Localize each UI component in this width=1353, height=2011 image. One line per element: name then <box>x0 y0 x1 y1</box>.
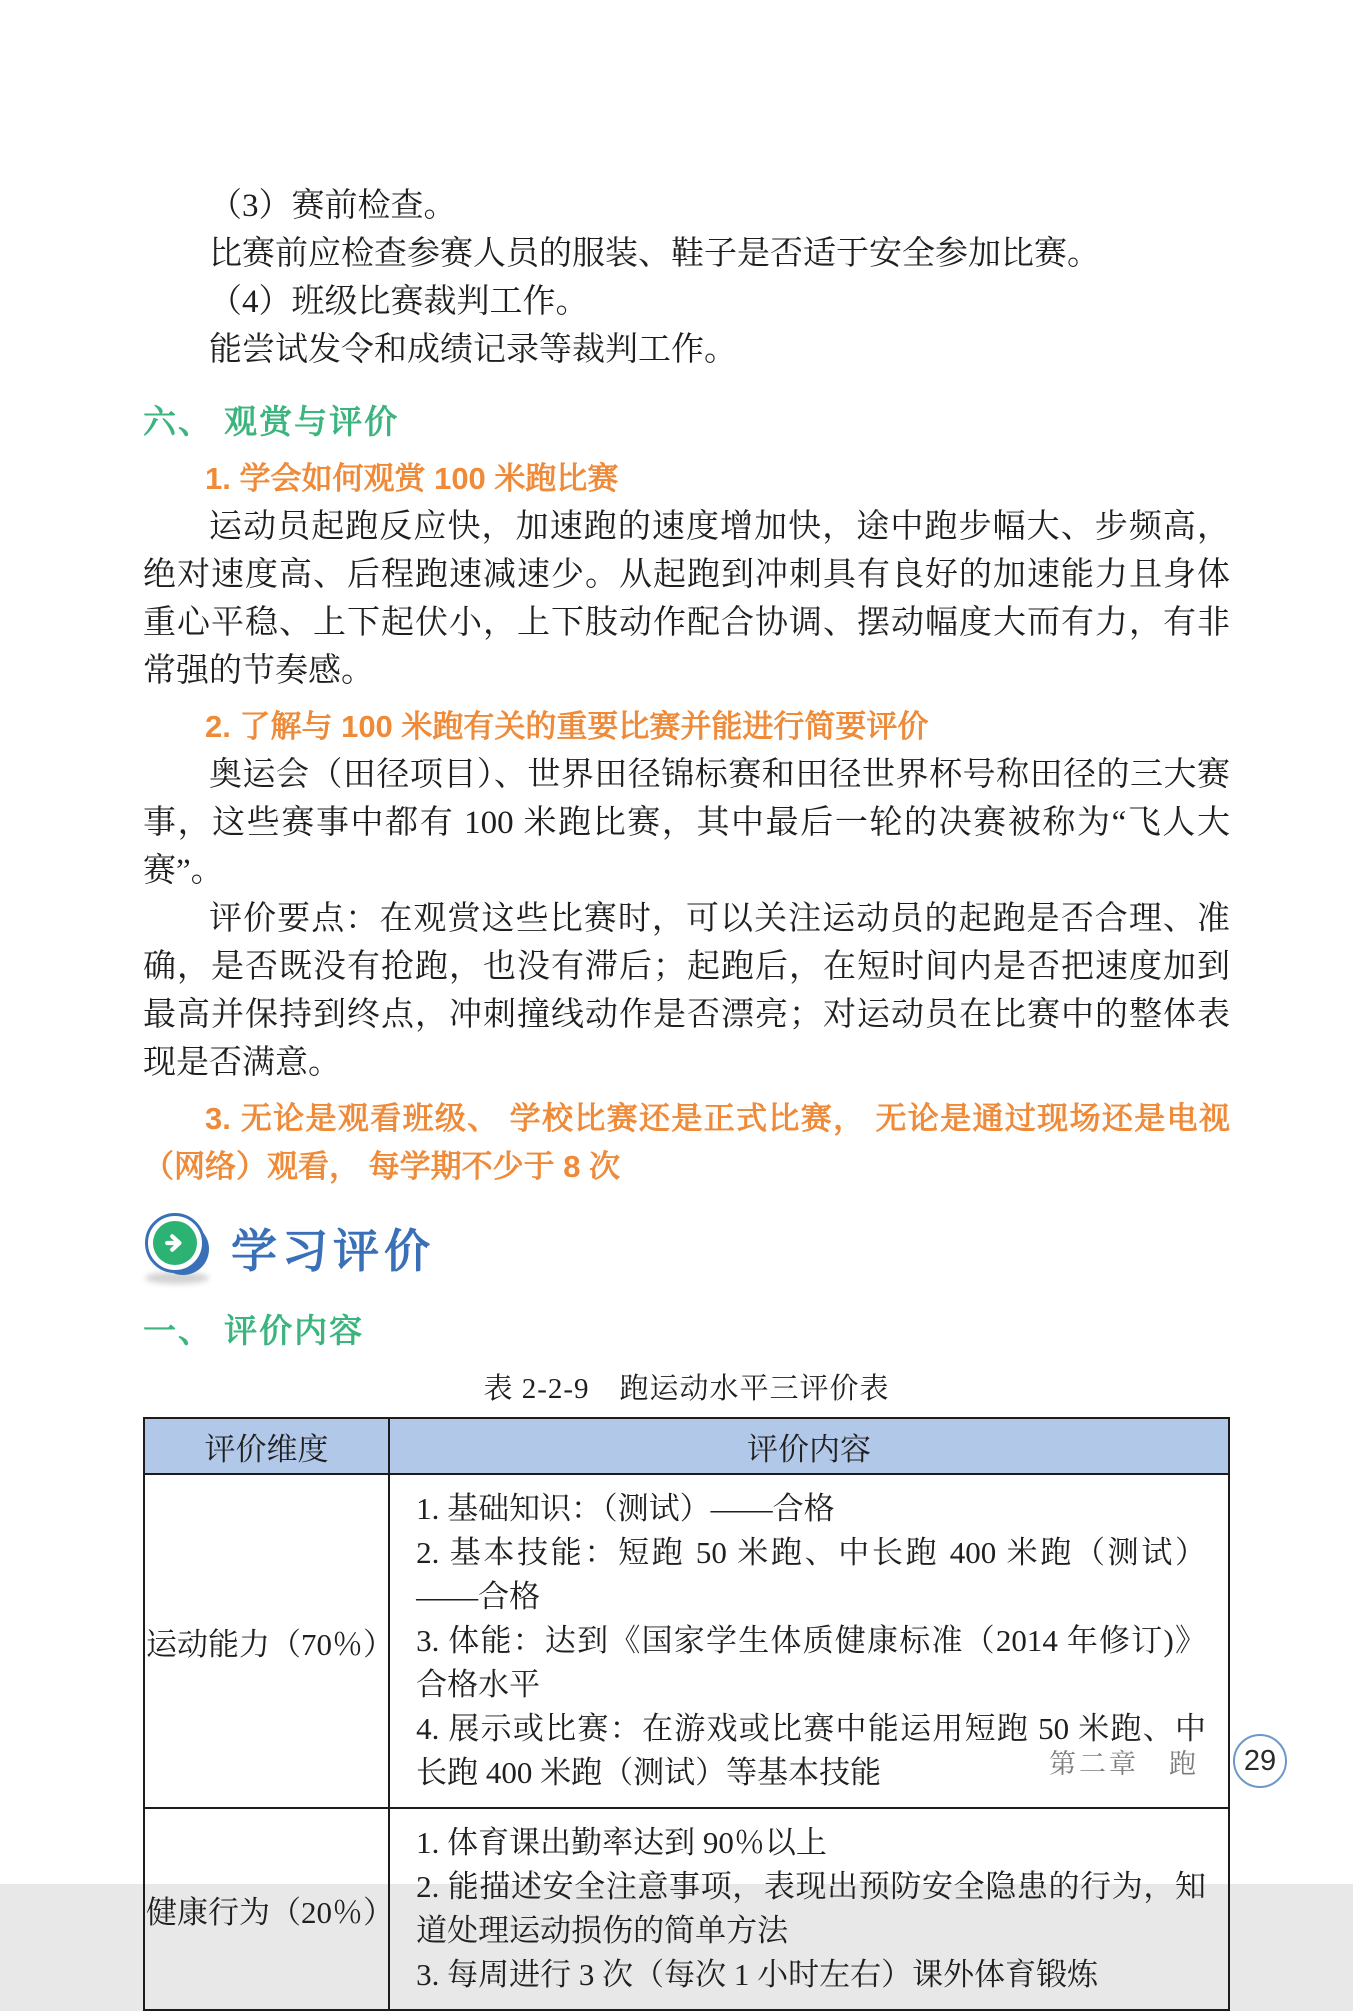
table-item: 1. 体育课出勤率达到 90％以上 <box>416 1825 827 1860</box>
evaluation-table <box>143 1417 1230 2011</box>
column-header-dimension: 评价维度 <box>144 1418 389 1474</box>
paragraph-referee-title: （4）班级比赛裁判工作。 <box>209 284 589 320</box>
content-cell <box>389 1808 1229 2010</box>
learning-evaluation-heading <box>143 1211 1230 1285</box>
table-item: 3. 每周进行 3 次（每次 1 小时左右）课外体育锻炼 <box>416 1957 1099 1992</box>
subheading-watch-100m: 1. 学会如何观赏 100 米跑比赛 <box>205 461 619 496</box>
chapter-label: 第二章 跑 <box>1049 1748 1199 1779</box>
paragraph-pre-check-body: 比赛前应检查参赛人员的服装、鞋子是否适于安全参加比赛。 <box>209 236 1100 272</box>
table-row-health-behavior <box>144 1808 1229 2010</box>
column-header-content: 评价内容 <box>389 1418 1229 1474</box>
subheading-watch-frequency: 3. 无论是观看班级、 学校比赛还是正式比赛， 无论是通过现场还是电视 （网络）观看， 每学期不少于 8 次 <box>143 1101 1230 1184</box>
table-item: 4. 展示或比赛：在游戏或比赛中能运用短跑 50 米跑、中长跑 400 米跑（测试）等基本技能 <box>416 1711 1206 1790</box>
dimension-cell: 健康行为（20％） <box>144 1808 389 2010</box>
section-heading-evaluation-content: 一、 评价内容 <box>143 1312 365 1349</box>
right-arrow-glyph <box>161 1229 189 1257</box>
section-heading-viewing-evaluation: 六、 观赏与评价 <box>143 403 400 440</box>
arrow-right-circle-icon <box>143 1211 215 1285</box>
icon-ring <box>145 1213 205 1273</box>
learning-evaluation-title: 学习评价 <box>231 1226 435 1277</box>
icon-green-circle <box>153 1221 197 1265</box>
dimension-cell: 运动能力（70％） <box>144 1474 389 1808</box>
table-item: 1. 基础知识：（测试）——合格 <box>416 1491 835 1526</box>
page-number-badge: 29 <box>1233 1734 1287 1788</box>
paragraph-referee-body: 能尝试发令和成绩记录等裁判工作。 <box>209 332 737 368</box>
table-item: 3. 体能：达到《国家学生体质健康标准（2014 年修订)》合格水平 <box>416 1623 1206 1702</box>
table-item: 2. 能描述安全注意事项，表现出预防安全隐患的行为，知道处理运动损伤的简单方法 <box>416 1869 1206 1948</box>
paragraph-watch-100m: 运动员起跑反应快，加速跑的速度增加快，途中跑步幅大、步频高，绝对速度高、后程跑速减速少。从起跑到冲刺具有良好的加速能力且身体重心平稳、上下起伏小，上下肢动作配合协调、摆动幅度大而有力，有非常强的节奏感。 <box>143 509 1230 689</box>
paragraph-three-major-events: 奥运会（田径项目）、世界田径锦标赛和田径世界杯号称田径的三大赛事，这些赛事中都有 100 米跑比赛，其中最后一轮的决赛被称为“飞人大赛”。 <box>143 757 1230 889</box>
paragraph-evaluation-points: 评价要点：在观赏这些比赛时，可以关注运动员的起跑是否合理、准确，是否既没有抢跑，也没有滞后；起跑后，在短时间内是否把速度加到最高并保持到终点，冲刺撞线动作是否漂亮；对运动员在比赛中的整体表现是否满意。 <box>143 901 1230 1081</box>
subheading-important-races: 2. 了解与 100 米跑有关的重要比赛并能进行简要评价 <box>205 709 929 744</box>
page-footer <box>1049 1734 1287 1788</box>
table-header-row <box>144 1418 1229 1474</box>
paragraph-pre-check-title: （3）赛前检查。 <box>209 188 457 224</box>
table-caption: 表 2-2-9 跑运动水平三评价表 <box>483 1373 890 1405</box>
table-item: 2. 基本技能：短跑 50 米跑、中长跑 400 米跑（测试）——合格 <box>416 1535 1206 1614</box>
